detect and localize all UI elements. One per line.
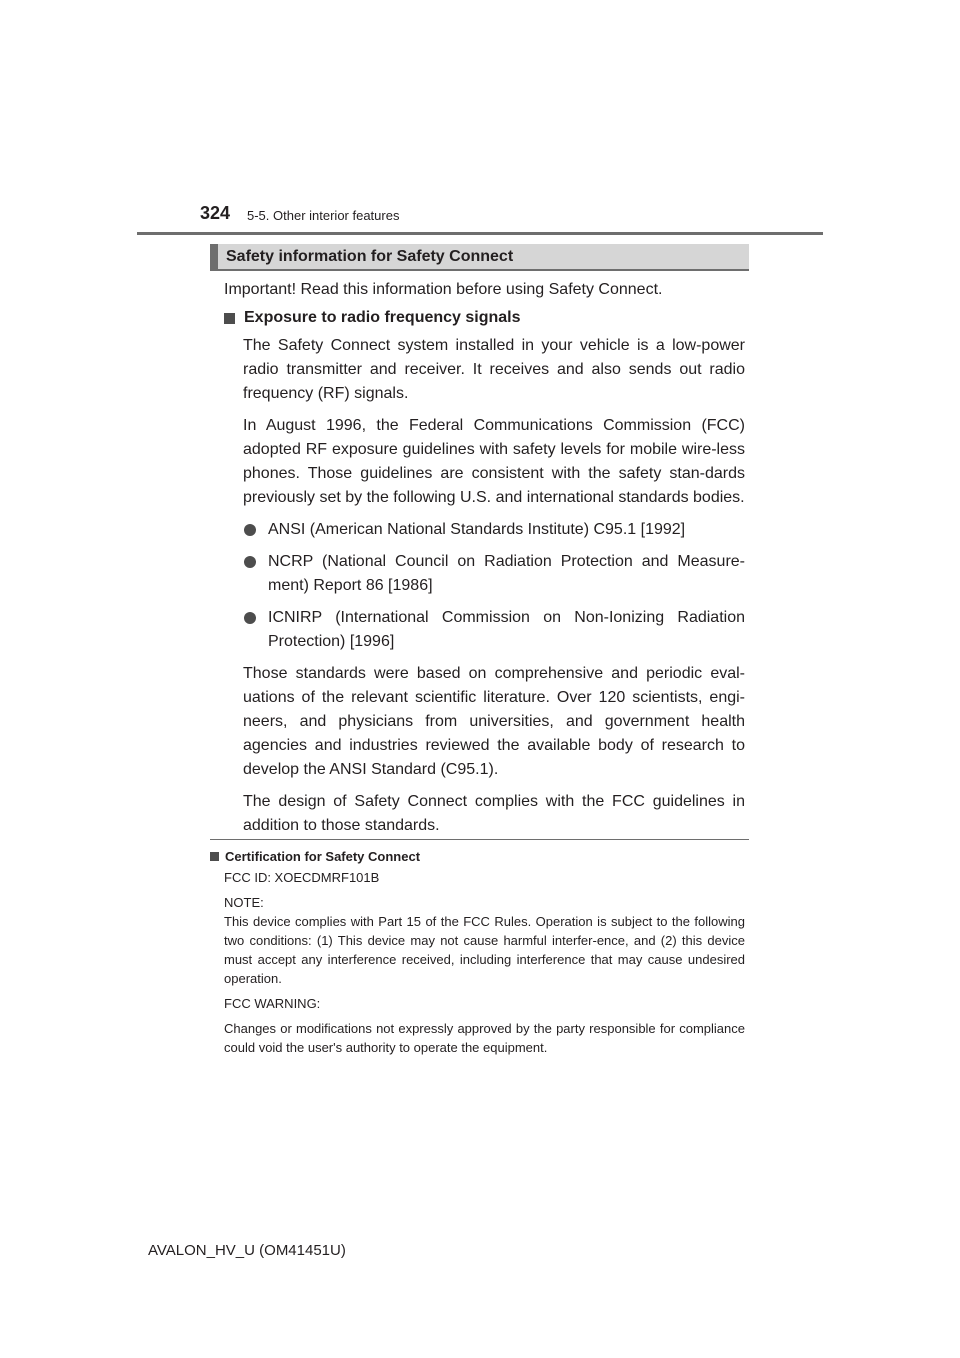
list-item-text: ANSI (American National Standards Institute) C95.1 [1992]	[268, 521, 686, 538]
subheading	[224, 306, 745, 330]
square-bullet-icon	[224, 313, 235, 324]
paragraph-rf-system: The Safety Connect system installed in your vehicle is a low-power radio transmitter and receiver. It receives and also sends out radio frequency (RF) signals.	[243, 337, 745, 402]
section-title-text: Safety information for Safety Connect	[226, 248, 514, 265]
notes-divider	[210, 839, 749, 840]
document-id: AVALON_HV_U (OM41451U)	[148, 1242, 346, 1259]
certification-title	[210, 847, 745, 866]
list-item-text: NCRP (National Council on Radiation Protection and Measure-ment) Report 86 [1986]	[268, 553, 745, 594]
list-item	[224, 518, 745, 542]
intro-text: Important! Read this information before using Safety Connect.	[224, 281, 663, 298]
section-title	[210, 244, 749, 271]
note-text: This device complies with Part 15 of the FCC Rules. Operation is subject to the following two conditions: (1) This device may not cause harmful interfer-ence, and (2) this device must accept any interference received, including interference that may cause undesired operation.	[224, 914, 745, 986]
paragraph-standards-basis: Those standards were based on comprehensive and periodic eval-uations of the relevant scientific literature. Over 120 scientists, engi-neers, and physicians from universities, and government health agencies and industries reviewed the available body of research to develop the ANSI Standard (C95.1).	[243, 665, 745, 778]
square-bullet-icon	[210, 852, 219, 861]
main-content	[224, 278, 745, 846]
list-item	[224, 550, 745, 598]
circle-bullet-icon	[244, 524, 256, 536]
paragraph-compliance: The design of Safety Connect complies with the FCC guidelines in addition to those standards.	[243, 793, 745, 834]
circle-bullet-icon	[244, 612, 256, 624]
page-number: 324	[200, 203, 231, 223]
note-label: NOTE:	[224, 895, 264, 910]
breadcrumb: 5-5. Other interior features	[247, 208, 400, 223]
certification-title-text: Certification for Safety Connect	[225, 849, 421, 864]
list-item	[224, 606, 745, 654]
header-divider	[137, 232, 823, 235]
fcc-warning-label: FCC WARNING:	[224, 996, 321, 1011]
fcc-id: FCC ID: XOECDMRF101B	[224, 870, 380, 885]
circle-bullet-icon	[244, 556, 256, 568]
certification-notes	[210, 847, 745, 1063]
subheading-text: Exposure to radio frequency signals	[244, 309, 521, 326]
paragraph-fcc-guidelines: In August 1996, the Federal Communications Commission (FCC) adopted RF exposure guidelines with safety levels for mobile wire-less phones. Those guidelines are consistent with the safety stan-dards previously set by the following U.S. and international standards bodies.	[243, 417, 745, 506]
list-item-text: ICNIRP (International Commission on Non-Ionizing Radiation Protection) [1996]	[268, 609, 745, 650]
fcc-warning-text: Changes or modifications not expressly approved by the party responsible for compliance could void the user's authority to operate the equipment.	[224, 1021, 745, 1055]
